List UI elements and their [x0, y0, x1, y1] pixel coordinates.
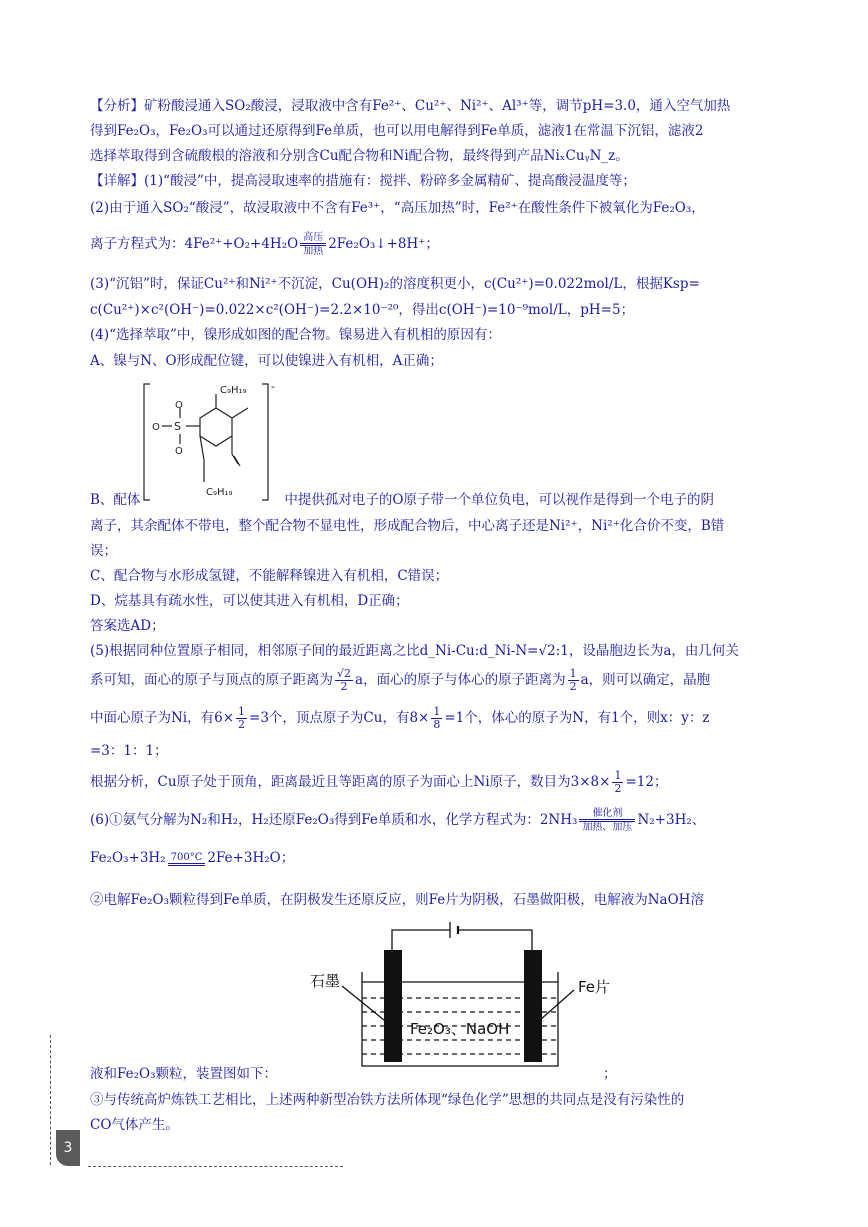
fraction: $\frac{1}{2}$: [614, 769, 622, 795]
reaction-condition: 催化剂 加热、加压: [579, 808, 635, 833]
fraction: $\frac{√2}{2}$: [337, 667, 352, 693]
electrolyte-label: Fe₂O₃、NaOH: [410, 1020, 510, 1038]
equation-right: 2Fe₂O₃↓+8H⁺；: [328, 236, 439, 252]
equation-left: 离子方程式为：4Fe²⁺+O₂+4H₂O: [90, 236, 299, 252]
footer-dashed-line: [88, 1166, 343, 1167]
text-line: 离子，其余配体不带电，整个配合物不显电性，形成配合物后，中心离子还是Ni²⁺，Ni²⁺化合价不变，B错: [90, 518, 725, 534]
text-line: CO气体产生。: [90, 1117, 179, 1133]
text-line: (5)根据同种位置原子相同，相邻原子间的最近距离之比d_Ni-Cu:d_Ni-N=√2:1，设晶胞边长为a，由几何关: [90, 643, 739, 659]
text-line: 【分析】矿粉酸浸通入SO₂酸浸，浸取液中含有Fe²⁺、Cu²⁺、Ni²⁺、Al³⁺等，调节pH=3.0，通入空气加热: [90, 98, 731, 114]
text-line: B、配体 中提供孤对电子的O原子带一个单位负电，可以视作是得到一个电子的阴: [90, 492, 714, 508]
text-line: 得到Fe₂O₃，Fe₂O₃可以通过还原得到Fe单质，也可以用电解得到Fe单质，滤液1在常温下沉铝，滤液2: [90, 123, 704, 139]
text-line: ③与传统高炉炼铁工艺相比，上述两种新型冶铁方法所体现“绿色化学”思想的共同点是没有污染性的: [90, 1092, 685, 1108]
text-line: (4)“选择萃取”中，镍形成如图的配合物。镍易进入有机相的原因有：: [90, 327, 501, 343]
charge-sign: -: [271, 380, 275, 393]
text-line: A、镍与N、O形成配位键，可以使镍进入有机相，A正确；: [90, 353, 443, 369]
text-line: (2)由于通入SO₂“酸浸”，故浸取液中不含有Fe³⁺，“高压加热”时，Fe²⁺在酸性条件下被氧化为Fe₂O₃，: [90, 200, 705, 216]
iron-electrode: [524, 950, 542, 1062]
text-line: 液和Fe₂O₃颗粒，装置图如下： ；: [90, 1066, 617, 1082]
equation-line: [90, 232, 810, 257]
text-line-with-fractions: 中面心原子为Ni，有6× $\frac{1}{2}$ =3个，顶点原子为Cu，有8× $\frac{1}{8}$ =1个，体心的原子为N，有1个，则x：y：z: [90, 705, 710, 731]
text-line-with-fraction: 根据分析，Cu原子处于顶角，距离最近且等距离的原子为面心上Ni原子，数目为3×8× $\frac{1}{2}$ =12；: [90, 769, 668, 795]
text-line: 【详解】(1)“酸浸”中，提高浸取速率的措施有：搅拌、粉碎多金属精矿、提高酸浸温度等；: [90, 173, 636, 189]
equation-line: (6)①氨气分解为N₂和H₂，H₂还原Fe₂O₃得到Fe单质和水，化学方程式为：2NH₃ 催化剂 加热、加压 N₂+3H₂、: [90, 808, 706, 833]
text-line: 选择萃取得到含硫酸根的溶液和分别含Cu配合物和Ni配合物，最终得到产品NiₓCuᵧN_z。: [90, 148, 629, 164]
oxygen-atom-bottom: O: [175, 446, 183, 457]
text-line: C、配合物与水形成氢键，不能解释镍进入有机相，C错误；: [90, 568, 449, 584]
electrolysis-cell-figure: [296, 920, 632, 1070]
text-line-with-fractions: 系可知，面心的原子与顶点的原子距离为 $\frac{√2}{2}$ a，面心的原子与体心的原子距离为 $\frac{1}{2}$ a，则可以确定，晶胞: [90, 667, 711, 693]
text-line: ②电解Fe₂O₃颗粒得到Fe单质，在阴极发生还原反应，则Fe片为阴极，石墨做阳极，电解液为NaOH溶: [90, 892, 704, 908]
text-line: =3：1：1；: [90, 743, 168, 759]
fraction: $\frac{1}{2}$: [569, 667, 577, 693]
graphite-label: 石墨: [310, 972, 341, 990]
text-line: D、烷基具有疏水性，可以使其进入有机相，D正确；: [90, 593, 409, 609]
alkyl-group-top: C₉H₁₉: [220, 385, 247, 396]
page-number: 3: [56, 1130, 80, 1166]
fe-plate-label: Fe片: [578, 978, 611, 996]
text-line: (3)“沉铝”时，保证Cu²⁺和Ni²⁺不沉淀，Cu(OH)₂的溶度积更小，c(Cu²⁺)=0.022mol/L，根据Ksp=: [90, 276, 700, 292]
fraction: $\frac{1}{8}$: [433, 705, 441, 731]
equation-line: Fe₂O₃+3H₂ 700°C 2Fe+3H₂O；: [90, 850, 295, 866]
oxygen-atom-left: O: [152, 422, 160, 433]
reaction-condition: 700°C: [168, 852, 206, 866]
graphite-electrode: [384, 950, 402, 1062]
margin-dashed-line: [50, 1035, 51, 1165]
sulfur-atom: S: [174, 420, 181, 433]
text-line: c(Cu²⁺)×c²(OH⁻)=0.022×c²(OH⁻)=2.2×10⁻²⁰，得出c(OH⁻)=10⁻⁹mol/L，pH=5；: [90, 302, 635, 318]
alkyl-group-bottom: C₉H₁₉: [206, 487, 233, 498]
text-line: 答案选AD；: [90, 618, 165, 634]
reaction-condition: 高压 加热: [300, 232, 326, 257]
oxygen-atom-top: O: [175, 400, 183, 411]
fraction: $\frac{1}{2}$: [238, 705, 246, 731]
text-line: 误；: [90, 543, 117, 559]
ligand-structure-figure: [138, 378, 288, 506]
